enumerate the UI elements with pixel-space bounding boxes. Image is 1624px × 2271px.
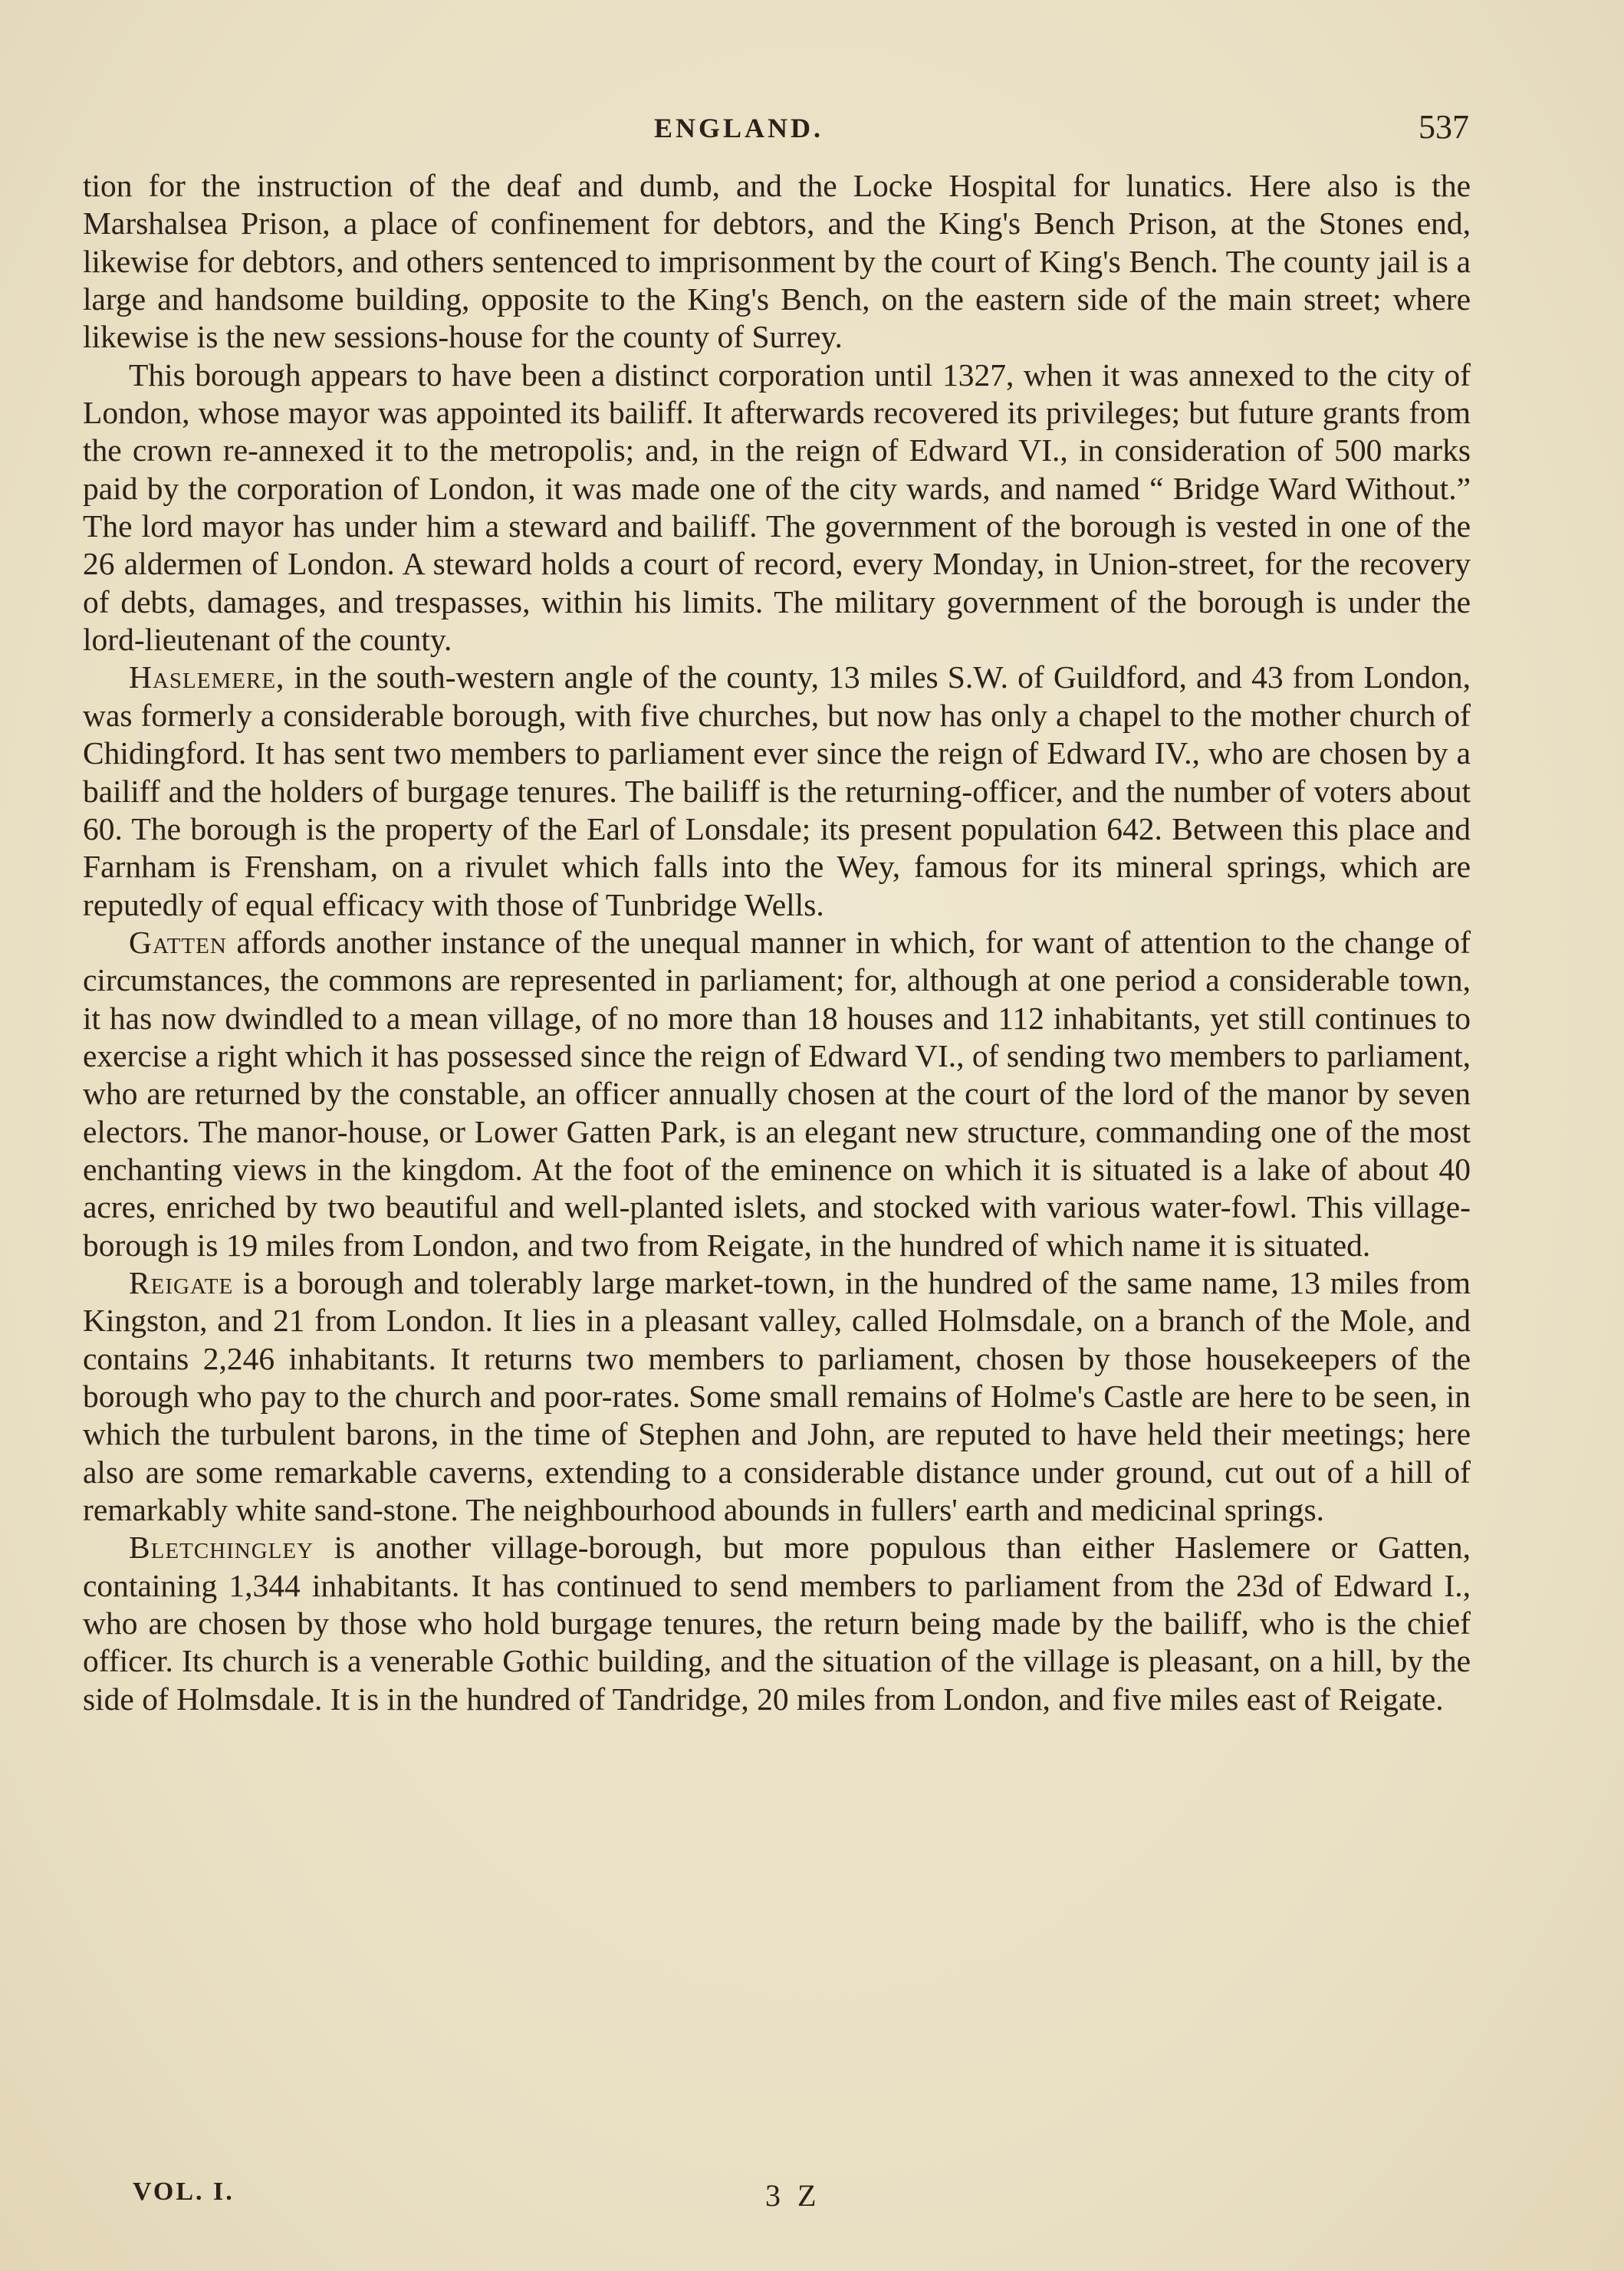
page-number: 537 — [1419, 108, 1469, 146]
volume-marker: VOL. I. — [133, 2177, 235, 2206]
paragraph-reigate — [83, 1264, 1471, 1529]
paragraph-southwark-borough — [83, 357, 1471, 659]
entry-heading: Gatten — [129, 924, 227, 960]
paragraph-text: in the south-western angle of the county, 13 miles S.W. of Guildford, and 43 from London, was formerly a considerable borough, with five churches, but now has only a chapel to the mother church of Chidingford. It has sent two members to parliament ever since the reign of Edward IV., who are chosen by a bailiff and the holders of burgage tenures. The bailiff is the returning-officer, and the number of voters about 60. The borough is the property of the Earl of Lonsdale; its present population 642. Between this place and Farnham is Frensham, on a rivulet which falls into the Wey, famous for its mineral springs, which are reputedly of equal efficacy with those of Tunbridge Wells. — [83, 659, 1471, 922]
paragraph-bletchingley — [83, 1529, 1471, 1718]
paragraph-gatten — [83, 924, 1471, 1264]
page-header — [83, 107, 1471, 153]
entry-heading: Bletchingley — [129, 1530, 314, 1566]
entry-heading: Reigate — [129, 1264, 234, 1300]
entry-heading: Haslemere, — [129, 659, 285, 695]
running-head: ENGLAND. — [654, 113, 824, 143]
signature-mark: 3 Z — [765, 2178, 821, 2213]
paragraph-text: affords another instance of the unequal manner in which, for want of attention to the change of circumstances, the commons are represented in parliament; for, although at one period a considerable town, it has now dwindled to a mean village, of no more than 18 houses and 112 inhabitants, yet still continues to exercise a right which it has possessed since the reign of Edward VI., of sending two members to parliament, who are returned by the constable, an officer annually chosen at the court of the lord of the manor by seven electors. The manor-house, or Lower Gatten Park, is an elegant new structure, commanding one of the most enchanting views in the kingdom. At the foot of the eminence on which it is situated is a lake of about 40 acres, enriched by two beautiful and well-planted islets, and stocked with various water-fowl. This village-borough is 19 miles from London, and two from Reigate, in the hundred of which name it is situated. — [83, 924, 1471, 1263]
paragraph-continued — [83, 167, 1471, 357]
paragraph-text: is a borough and tolerably large market-town, in the hundred of the same name, 13 miles from Kingston, and 21 from London. It lies in a pleasant valley, called Holmsdale, on a branch of the Mole, and contains 2,246 inhabitants. It returns two members to parliament, chosen by those housekeepers of the borough who pay to the church and poor-rates. Some small remains of Holme's Castle are here to be seen, in which the turbulent barons, in the time of Stephen and John, are reputed to have held their meetings; here also are some remarkable caverns, extending to a considerable distance under ground, cut out of a hill of remarkably white sand-stone. The neighbourhood abounds in fullers' earth and medicinal springs. — [83, 1264, 1471, 1528]
paragraph-haslemere — [83, 659, 1471, 923]
paragraph-text: This borough appears to have been a distinct corporation until 1327, when it was annexed to the city of London, whose mayor was appointed its bailiff. It afterwards recovered its privileges; but future grants from the crown re-annexed it to the metropolis; and, in the reign of Edward VI., in consideration of 500 marks paid by the corporation of London, it was made one of the city wards, and named “ Bridge Ward Without.” The lord mayor has under him a steward and bailiff. The government of the borough is vested in one of the 26 aldermen of London. A steward holds a court of record, every Monday, in Union-street, for the recovery of debts, damages, and trespasses, within his limits. The military government of the borough is under the lord-lieutenant of the county. — [83, 357, 1471, 658]
page-footer — [83, 2177, 1471, 2223]
paragraph-text: is another village-borough, but more populous than either Haslemere or Gatten, containing 1,344 inhabitants. It has continued to send members to parliament from the 23d of Edward I., who are chosen by those who hold burgage tenures, the return being made by the bailiff, who is the chief officer. Its church is a venerable Gothic building, and the situation of the village is pleasant, on a hill, by the side of Holmsdale. It is in the hundred of Tandridge, 20 miles from London, and five miles east of Reigate. — [83, 1530, 1471, 1717]
paragraph-text: tion for the instruction of the deaf and dumb, and the Locke Hospital for lunatics. Here also is the Marshalsea Prison, a place of confinement for debtors, and the King's Bench Prison, at the Stones end, likewise for debtors, and others sentenced to imprisonment by the court of King's Bench. The county jail is a large and handsome building, opposite to the King's Bench, on the eastern side of the main street; where likewise is the new sessions-house for the county of Surrey. — [83, 168, 1471, 355]
body-text — [83, 167, 1471, 1718]
